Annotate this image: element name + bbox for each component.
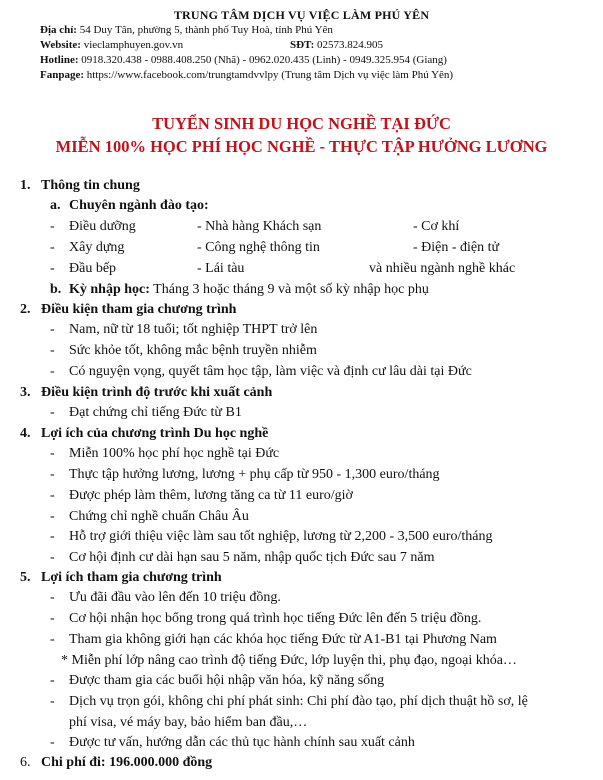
phone-value: 02573.824.905: [317, 39, 383, 51]
hotline-value: 0918.320.438 - 0988.408.250 (Nhã) - 0962.020.435 (Linh) - 0949.325.954 (Giang): [81, 54, 447, 66]
section-4-heading: Lợi ích của chương trình Du học nghề: [41, 426, 269, 441]
list-item: Được phép làm thêm, lương tăng ca từ 11 euro/giờ: [69, 488, 353, 503]
list-dash: -: [50, 529, 55, 544]
list-item: Dịch vụ trọn gói, không chi phí phát sinh: Chi phí đào tạo, phí dịch thuật hồ sơ, lệ: [69, 694, 528, 709]
list-item: Cơ hội nhận học bổng trong quá trình học tiếng Đức lên đến 5 triệu đồng.: [69, 611, 482, 626]
section-1a-heading: Chuyên ngành đào tạo:: [69, 198, 209, 213]
fanpage-line: [40, 68, 603, 83]
list-dash: -: [50, 219, 55, 234]
section-1b-letter: b.: [50, 282, 62, 297]
section-3-heading: Điều kiện trình độ trước khi xuất cảnh: [41, 385, 273, 400]
section-2-number: 2.: [20, 302, 31, 317]
title-line-1: TUYỂN SINH DU HỌC NGHỀ TẠI ĐỨC: [152, 114, 451, 133]
phone-label: SĐT:: [290, 39, 315, 51]
list-item: Được tham gia các buổi hội nhập văn hóa, kỹ năng sống: [69, 673, 385, 688]
intake-text: Tháng 3 hoặc tháng 9 và một số kỳ nhập học phụ: [153, 282, 429, 297]
cost-value: 196.000.000 đồng: [109, 755, 213, 770]
address-label: Địa chỉ:: [40, 24, 77, 36]
hotline-line: [40, 53, 603, 68]
list-item: Ưu đãi đầu vào lên đến 10 triệu đồng.: [69, 590, 281, 605]
list-item: Có nguyện vọng, quyết tâm học tập, làm việc và định cư lâu dài tại Đức: [69, 364, 472, 379]
list-item: Thực tập hưởng lương, lương + phụ cấp từ 950 - 1,300 euro/tháng: [69, 467, 440, 482]
list-item-continued: phí visa, vé máy bay, bảo hiểm ban đầu,…: [69, 715, 308, 730]
list-dash: -: [50, 632, 55, 647]
address-line: [40, 23, 603, 38]
list-dash: -: [50, 343, 55, 358]
major-item: - Lái tàu: [197, 261, 245, 276]
major-item: và nhiều ngành nghề khác: [369, 261, 516, 276]
list-item: Cơ hội định cư dài hạn sau 5 năm, nhập quốc tịch Đức sau 7 năm: [69, 550, 435, 565]
list-note: * Miễn phí lớp nâng cao trình độ tiếng Đức, lớp luyện thi, phụ đạo, ngoại khóa…: [61, 653, 517, 668]
list-item: Sức khỏe tốt, không mắc bệnh truyền nhiễm: [69, 343, 317, 358]
list-item: Tham gia không giới hạn các khóa học tiếng Đức từ A1-B1 tại Phương Nam: [69, 632, 497, 647]
section-1a-letter: a.: [50, 198, 61, 213]
list-dash: -: [50, 735, 55, 750]
website-link[interactable]: vieclamphuyen.gov.vn: [83, 39, 184, 51]
list-dash: -: [50, 261, 55, 276]
list-dash: -: [50, 446, 55, 461]
list-dash: -: [50, 509, 55, 524]
section-4-number: 4.: [20, 426, 31, 441]
major-item: - Cơ khí: [413, 219, 460, 234]
list-dash: -: [50, 240, 55, 255]
major-item: Đầu bếp: [69, 261, 117, 276]
section-2-heading: Điều kiện tham gia chương trình: [41, 302, 237, 317]
list-item: Hỗ trợ giới thiệu việc làm sau tốt nghiệp, lương từ 2,200 - 3,500 euro/tháng: [69, 529, 493, 544]
intake-label: Kỳ nhập học:: [69, 282, 150, 297]
fanpage-label: Fanpage:: [40, 69, 84, 81]
cost-line: [41, 753, 212, 773]
section-6-number: 6.: [20, 755, 31, 770]
website-label: Website:: [40, 39, 81, 51]
list-dash: -: [50, 550, 55, 565]
org-name: TRUNG TÂM DỊCH VỤ VIỆC LÀM PHÚ YÊN: [173, 8, 430, 22]
list-dash: -: [50, 405, 55, 420]
list-dash: -: [50, 467, 55, 482]
website-line: [40, 38, 603, 53]
list-dash: -: [50, 673, 55, 688]
list-dash: -: [50, 694, 55, 709]
cost-label: Chi phí đi:: [41, 755, 106, 770]
section-3-number: 3.: [20, 385, 31, 400]
section-1-heading: Thông tin chung: [41, 178, 140, 193]
list-dash: -: [50, 364, 55, 379]
list-item: Miễn 100% học phí học nghề tại Đức: [69, 446, 280, 461]
major-item: - Điện - điện tử: [413, 240, 500, 255]
major-item: Điều dưỡng: [69, 219, 136, 234]
title-line-2: MIỄN 100% HỌC PHÍ HỌC NGHỀ - THỰC TẬP HƯỞNG LƯƠNG: [55, 137, 548, 156]
list-dash: -: [50, 611, 55, 626]
major-item: - Nhà hàng Khách sạn: [197, 219, 322, 234]
major-item: - Công nghệ thông tin: [197, 240, 320, 255]
intake-line: [69, 280, 429, 300]
list-dash: -: [50, 590, 55, 605]
fanpage-link[interactable]: https://www.facebook.com/trungtamdvvlpy (Trung tâm Dịch vụ việc làm Phú Yên): [86, 69, 454, 81]
list-dash: -: [50, 322, 55, 337]
section-1-number: 1.: [20, 178, 31, 193]
address-value: 54 Duy Tân, phường 5, thành phố Tuy Hoà, tỉnh Phú Yên: [79, 24, 333, 36]
hotline-label: Hotline:: [40, 54, 79, 66]
list-item: Nam, nữ từ 18 tuổi; tốt nghiệp THPT trở lên: [69, 322, 318, 337]
list-dash: -: [50, 488, 55, 503]
list-item: Được tư vấn, hướng dẫn các thủ tục hành chính sau xuất cảnh: [69, 735, 415, 750]
section-5-number: 5.: [20, 570, 31, 585]
section-5-heading: Lợi ích tham gia chương trình: [41, 570, 222, 585]
list-item: Chứng chỉ nghề chuẩn Châu Âu: [69, 509, 249, 524]
major-item: Xây dựng: [69, 240, 125, 255]
list-item: Đạt chứng chỉ tiếng Đức từ B1: [69, 405, 242, 420]
